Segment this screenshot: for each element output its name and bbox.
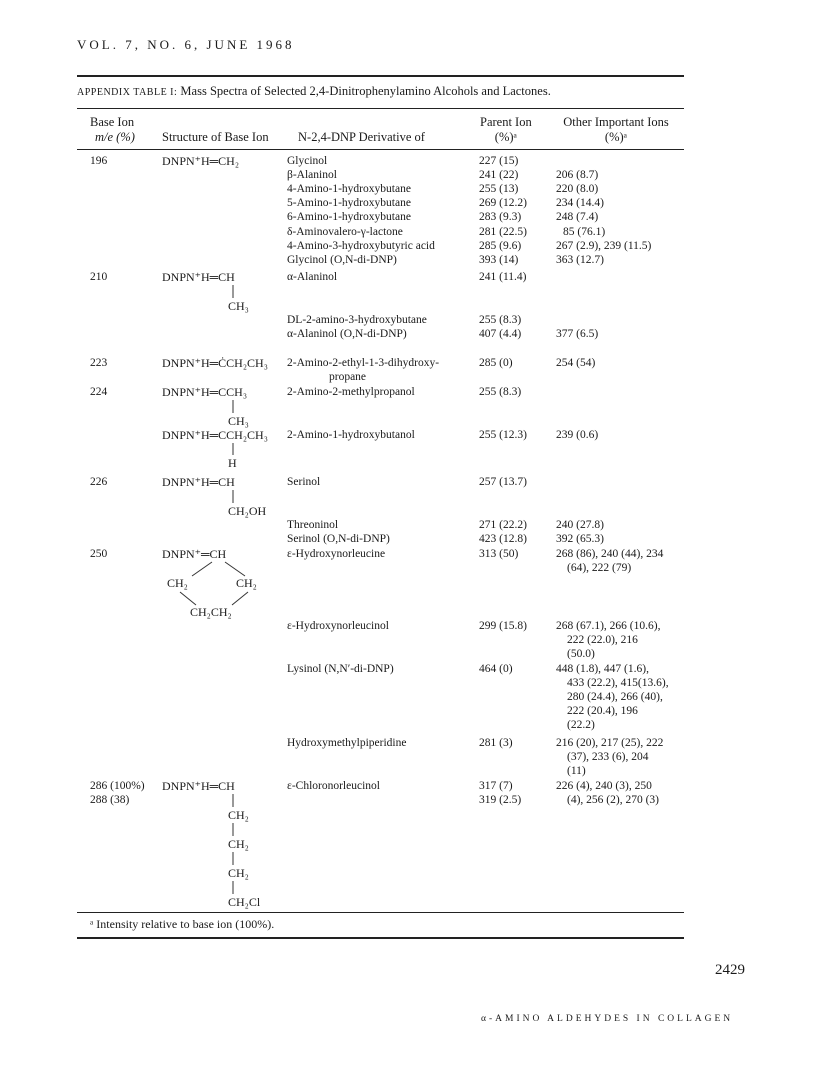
other-13: (64), 222 (79)	[567, 562, 632, 574]
derivative-lysinol: Lysinol (N,N′-di-DNP)	[287, 663, 394, 675]
parent-13: 255 (12.3)	[479, 429, 527, 441]
structure-196: DNPN⁺H═CH₂	[162, 154, 240, 168]
other-6: 363 (12.7)	[556, 254, 604, 266]
other-21: (22.2)	[567, 719, 595, 731]
structure-286-c1: CH₂	[228, 808, 249, 822]
other-2: 234 (14.4)	[556, 197, 604, 209]
col-header-derivative: N-2,4-DNP Derivative of	[298, 130, 425, 144]
other-10: 240 (27.8)	[556, 519, 604, 531]
derivative-glycinol: Glycinol	[287, 155, 328, 167]
derivative-2-amino-2-methyl: 2-Amino-2-methylpropanol	[287, 386, 415, 398]
parent-14: 257 (13.7)	[479, 476, 527, 488]
derivative-dl-2-amino: DL-2-amino-3-hydroxybutane	[287, 314, 427, 326]
other-24: (11)	[567, 765, 586, 777]
structure-286: DNPN⁺H═CH	[162, 779, 235, 793]
parent-12: 255 (8.3)	[479, 386, 522, 398]
parent-8: 241 (11.4)	[479, 271, 527, 283]
other-11: 392 (65.3)	[556, 533, 604, 545]
other-1: 220 (8.0)	[556, 183, 599, 195]
col-parent-unit: (%)ᵃ	[494, 130, 517, 144]
base-ion-250: 250	[90, 548, 108, 560]
other-9: 239 (0.6)	[556, 429, 599, 441]
table-footnote: ᵃ Intensity relative to base ion (100%).	[90, 917, 275, 931]
other-26: (4), 256 (2), 270 (3)	[567, 794, 659, 806]
structure-250: DNPN⁺═CH	[162, 547, 227, 561]
derivative-glycinol-di-dnp: Glycinol (O,N-di-DNP)	[287, 254, 397, 266]
structure-224a: DNPN⁺H═CCH₃	[162, 385, 248, 399]
parent-3: 269 (12.2)	[479, 197, 527, 209]
col-header-structure: Structure of Base Ion	[162, 130, 269, 144]
other-20: 222 (20.4), 196	[567, 705, 638, 717]
other-15: 222 (22.0), 216	[567, 634, 638, 646]
other-19: 280 (24.4), 266 (40),	[567, 691, 663, 703]
other-18: 433 (22.2), 415(13.6),	[567, 677, 669, 689]
other-22: 216 (20), 217 (25), 222	[556, 737, 664, 749]
base-ion-286: 286 (100%)	[90, 780, 145, 792]
parent-19: 464 (0)	[479, 663, 513, 675]
col-parent-label: Parent Ion	[480, 115, 532, 129]
structure-224b-substituent: H	[228, 456, 237, 470]
structure-286-c3: CH₂	[228, 866, 249, 880]
other-17: 448 (1.8), 447 (1.6),	[556, 663, 649, 675]
derivative-4-amino: 4-Amino-1-hydroxybutane	[287, 183, 411, 195]
base-ion-223: 223	[90, 357, 108, 369]
other-14: 268 (67.1), 266 (10.6),	[556, 620, 661, 632]
derivative-2-amino-1-hydroxy: 2-Amino-1-hydroxybutanol	[287, 429, 415, 441]
base-ion-226: 226	[90, 476, 108, 488]
derivative-hydroxynorleucine: ε-Hydroxynorleucine	[287, 548, 386, 560]
base-ion-224: 224	[90, 386, 108, 398]
parent-1: 241 (22)	[479, 169, 519, 181]
caption-label: APPENDIX TABLE I:	[77, 87, 178, 98]
base-ion-196: 196	[90, 155, 108, 167]
parent-9: 255 (8.3)	[479, 314, 522, 326]
parent-6: 285 (9.6)	[479, 240, 522, 252]
parent-11: 285 (0)	[479, 357, 513, 369]
caption-text: Mass Spectra of Selected 2,4-Dinitrophenylamino Alcohols and Lactones.	[180, 84, 551, 98]
parent-15: 271 (22.2)	[479, 519, 527, 531]
derivative-serinol: Serinol	[287, 476, 321, 488]
structure-250-bottom: CH₂CH₂	[190, 605, 232, 619]
parent-5: 281 (22.5)	[479, 226, 527, 238]
bond-250-lower-right	[232, 592, 248, 605]
derivative-2-amino-2-ethyl: 2-Amino-2-ethyl-1-3-dihydroxy-	[287, 357, 440, 369]
parent-10: 407 (4.4)	[479, 328, 522, 340]
parent-16: 423 (12.8)	[479, 533, 527, 545]
running-head: VOL. 7, NO. 6, JUNE 1968	[77, 37, 295, 52]
structure-226-substituent: CH₂OH	[228, 504, 267, 518]
derivative-6-amino: 6-Amino-1-hydroxybutane	[287, 211, 411, 223]
bond-250-right	[225, 562, 245, 576]
structure-224b: DNPN⁺H═CCH₂CH₃	[162, 428, 268, 442]
structure-224a-substituent: CH₃	[228, 414, 249, 428]
parent-18: 299 (15.8)	[479, 620, 527, 632]
other-7: 377 (6.5)	[556, 328, 599, 340]
derivative-chloronorleucinol: ε-Chloronorleucinol	[287, 780, 380, 792]
structure-223: DNPN⁺H═ĊCH₂CH₃	[162, 356, 268, 370]
table-bottom-rule	[77, 912, 684, 913]
structure-286-c4: CH₂Cl	[228, 895, 261, 909]
parent-4: 283 (9.3)	[479, 211, 522, 223]
derivative-beta-alaninol: β-Alaninol	[287, 169, 337, 181]
bond-250-left	[192, 562, 212, 576]
structure-250-left: CH₂	[167, 576, 188, 590]
other-5: 267 (2.9), 239 (11.5)	[556, 240, 652, 252]
derivative-hydroxymethylpiperidine: Hydroxymethylpiperidine	[287, 737, 407, 749]
other-8: 254 (54)	[556, 357, 596, 369]
other-4: 85 (76.1)	[563, 226, 606, 238]
derivative-threoninol: Threoninol	[287, 519, 339, 531]
parent-0: 227 (15)	[479, 155, 519, 167]
other-3: 248 (7.4)	[556, 211, 599, 223]
bond-250-lower-left	[180, 592, 196, 605]
base-ion-210: 210	[90, 271, 108, 283]
other-0: 206 (8.7)	[556, 169, 599, 181]
base-ion-288: 288 (38)	[90, 794, 130, 806]
structure-250-right: CH₂	[236, 576, 257, 590]
other-16: (50.0)	[567, 648, 595, 660]
other-25: 226 (4), 240 (3), 250	[556, 780, 652, 792]
parent-7: 393 (14)	[479, 254, 519, 266]
derivative-hydroxynorleucinol: ε-Hydroxynorleucinol	[287, 620, 389, 632]
derivative-butyric-acid: 4-Amino-3-hydroxybutyric acid	[287, 240, 435, 252]
col-base-ion-unit: m/e (%)	[95, 130, 135, 144]
parent-2: 255 (13)	[479, 183, 519, 195]
parent-21: 317 (7)	[479, 780, 513, 792]
derivative-propane: propane	[329, 371, 367, 383]
derivative-serinol-di-dnp: Serinol (O,N-di-DNP)	[287, 533, 390, 545]
parent-20: 281 (3)	[479, 737, 513, 749]
structure-210: DNPN⁺H═CH	[162, 270, 235, 284]
other-23: (37), 233 (6), 204	[567, 751, 649, 763]
structure-210-substituent: CH₃	[228, 299, 249, 313]
col-base-ion-label: Base Ion	[90, 115, 135, 129]
derivative-alpha-alaninol: α-Alaninol	[287, 271, 338, 283]
derivative-alaninol-di-dnp: α-Alaninol (O,N-di-DNP)	[287, 328, 407, 340]
other-12: 268 (86), 240 (44), 234	[556, 548, 664, 560]
structure-286-c2: CH₂	[228, 837, 249, 851]
structure-226: DNPN⁺H═CH	[162, 475, 235, 489]
page-number: 2429	[715, 962, 745, 978]
parent-17: 313 (50)	[479, 548, 519, 560]
running-foot: α-AMINO ALDEHYDES IN COLLAGEN	[481, 1014, 734, 1024]
col-other-label: Other Important Ions	[563, 115, 669, 129]
footnote-bottom-rule	[77, 937, 684, 939]
derivative-lactone: δ-Aminovalero-γ-lactone	[287, 226, 403, 238]
parent-22: 319 (2.5)	[479, 794, 522, 806]
derivative-5-amino: 5-Amino-1-hydroxybutane	[287, 197, 411, 209]
col-other-unit: (%)ᵃ	[604, 130, 628, 144]
